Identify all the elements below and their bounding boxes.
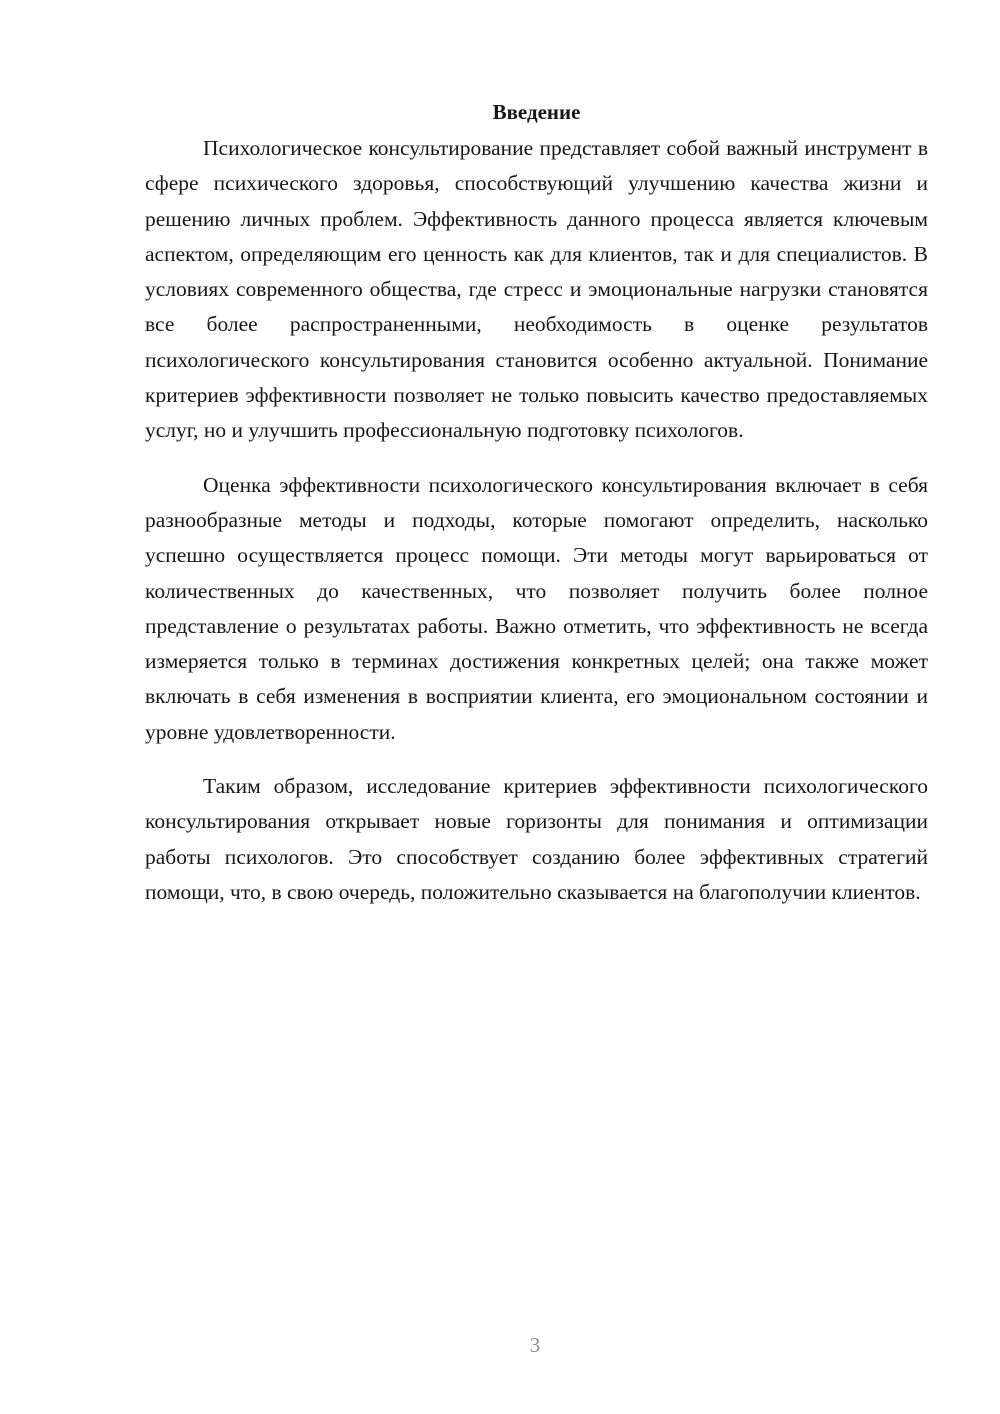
page-content: [145, 98, 928, 929]
page-number: 3: [529, 1333, 541, 1357]
paragraph-1: Психологическое консультирование представляет собой важный инструмент в сфере психического здоровья, способствующий улучшению качества жизни и решению личных проблем. Эффективность данного процесса является ключевым аспектом, определяющим его ценность как для клиентов, так и для специалистов. В условиях современного общества, где стресс и эмоциональные нагрузки становятся все более распространенными, необходимость в оценке результатов психологического консультирования становится особенно актуальной. Понимание критериев эффективности позволяет не только повысить качество предоставляемых услуг, но и улучшить профессиональную подготовку психологов.: [145, 136, 928, 443]
section-title: Введение: [492, 100, 581, 124]
paragraph-2: Оценка эффективности психологического консультирования включает в себя разнообразные методы и подходы, которые помогают определить, насколько успешно осуществляется процесс помощи. Эти методы могут варьироваться от количественных до качественных, что позволяет получить более полное представление о результатах работы. Важно отметить, что эффективность не всегда измеряется только в терминах достижения конкретных целей; она также может включать в себя изменения в восприятии клиента, его эмоциональном состоянии и уровне удовлетворенности.: [145, 472, 928, 744]
paragraph-3: Таким образом, исследование критериев эффективности психологического консультирования открывает новые горизонты для понимания и оптимизации работы психологов. Это способствует созданию более эффективных стратегий помощи, что, в свою очередь, положительно сказывается на благополучии клиентов.: [145, 774, 928, 904]
